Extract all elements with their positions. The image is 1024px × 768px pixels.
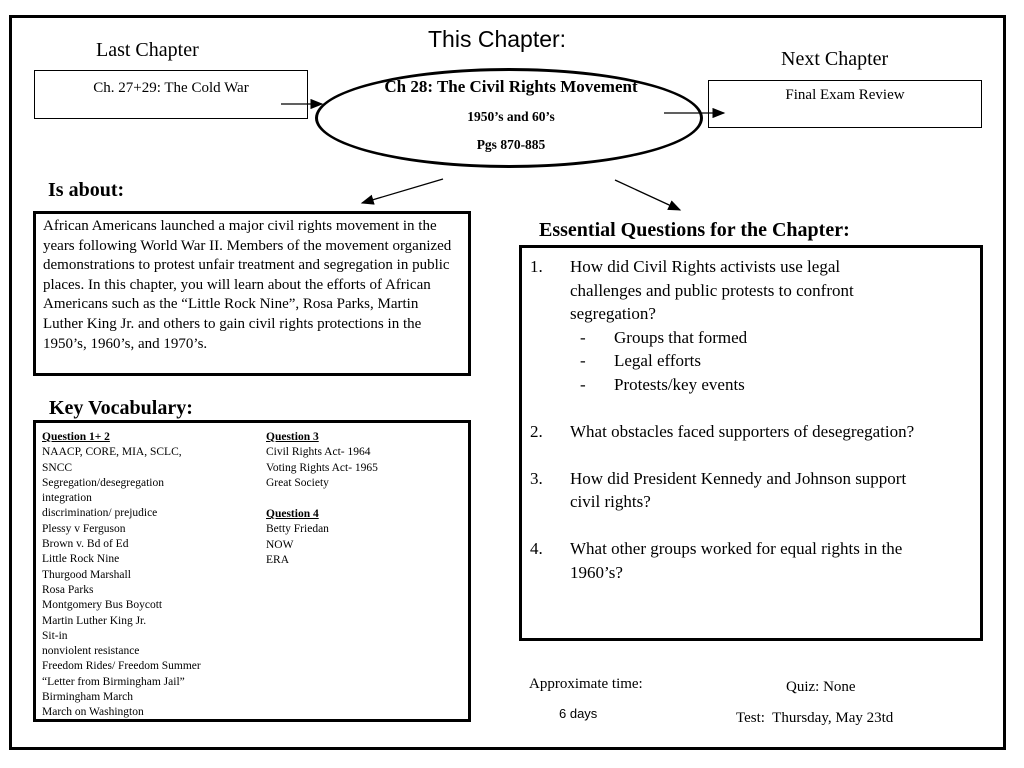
approximate-time-label: Approximate time: <box>529 676 643 692</box>
vocab-group-label-q4: Question 4 <box>266 508 319 521</box>
subitem-text: Legal efforts <box>614 351 702 370</box>
vocab-group-label-q1-2: Question 1+ 2 <box>42 431 110 443</box>
question-line: challenges and public protests to confront <box>570 280 854 300</box>
question-line: What obstacles faced supporters of desegregation? <box>570 421 915 441</box>
question-line: What other groups worked for equal rights in the <box>570 539 903 558</box>
question-item-2 <box>530 420 980 444</box>
last-chapter-heading: Last Chapter <box>96 39 199 61</box>
vocab-term: Birmingham March <box>42 691 134 704</box>
question-subitem <box>530 326 980 350</box>
question-line: How did President Kennedy and Johnson support <box>570 468 907 488</box>
quiz-info: Quiz: None <box>786 679 856 695</box>
vocab-term: nonviolent resistance <box>42 645 140 658</box>
vocab-group-label-q3: Question 3 <box>266 431 319 443</box>
vocab-term: integration <box>42 492 92 505</box>
vocab-term: Plessy v Ferguson <box>42 522 126 535</box>
dash-bullet: - <box>580 374 586 394</box>
vocab-term: Great Society <box>266 476 329 489</box>
vocab-term: Voting Rights Act- 1965 <box>266 461 378 474</box>
vocabulary-heading: Key Vocabulary: <box>49 397 193 419</box>
dash-bullet: - <box>580 351 586 370</box>
page-title: This Chapter: <box>428 26 567 52</box>
vocab-term: NAACP, CORE, MIA, SCLC, <box>42 446 182 459</box>
is-about-text: African Americans launched a major civil rights movement in the years following World War II. Members of the movement organized demonstrations to protest unfair treatment and segregation in public places. In this chapter, you will learn about the efforts of African Americans such as the “Little Rock Nine”, Rosa Parks, Martin Luther King Jr. and others to gain civil rights protections in the 1950’s, 1960’s, and 1970’s. <box>43 218 452 352</box>
vocab-term: NOW <box>266 538 294 551</box>
subitem-text: Protests/key events <box>614 374 745 394</box>
question-line: How did Civil Rights activists use legal <box>570 257 841 276</box>
question-subitem <box>530 349 980 373</box>
vocab-term: Martin Luther King Jr. <box>42 614 147 627</box>
is-about-heading: Is about: <box>48 179 125 201</box>
vocab-term: “Letter from Birmingham Jail” <box>42 675 185 688</box>
question-item-3 <box>530 467 980 514</box>
vocab-term: March on Washington <box>42 706 144 719</box>
question-number: 3. <box>530 468 543 488</box>
question-number: 2. <box>530 421 543 441</box>
this-chapter-name: Ch 28: The Civil Rights Movement <box>384 77 638 96</box>
vocab-term: Rosa Parks <box>42 583 94 596</box>
question-subitem <box>530 373 980 397</box>
is-about-box <box>33 211 471 376</box>
dash-bullet: - <box>580 327 586 347</box>
vocab-term: Betty Friedan <box>266 523 329 536</box>
approximate-time-value: 6 days <box>559 706 598 721</box>
subitem-text: Groups that formed <box>614 327 748 347</box>
question-line: 1960’s? <box>570 562 623 582</box>
vocab-term: Civil Rights Act- 1964 <box>266 446 371 459</box>
test-info: Test: Thursday, May 23td <box>736 710 894 726</box>
vocab-term: Sit-in <box>42 629 68 642</box>
vocab-term: discrimination/ prejudice <box>42 507 158 520</box>
arrow-to-is-about <box>362 179 443 203</box>
arrow-to-essential-questions <box>615 180 680 210</box>
essential-questions-list <box>530 255 980 584</box>
vocabulary-column-2 <box>266 430 461 568</box>
question-line: segregation? <box>570 304 656 323</box>
vocabulary-column-1 <box>42 430 257 721</box>
this-chapter-pages: Pgs 870-885 <box>476 137 546 152</box>
question-item-4 <box>530 537 980 584</box>
vocab-term: Brown v. Bd of Ed <box>42 538 129 551</box>
vocab-term: Little Rock Nine <box>42 553 120 566</box>
question-number: 1. <box>530 257 543 276</box>
vocab-term: Thurgood Marshall <box>42 568 131 581</box>
vocab-spacer <box>266 491 461 502</box>
essential-questions-heading: Essential Questions for the Chapter: <box>539 219 850 241</box>
question-number: 4. <box>530 539 543 558</box>
vocab-term: ERA <box>266 554 289 567</box>
next-chapter-name: Final Exam Review <box>785 87 905 103</box>
vocab-term: Freedom Rides/ Freedom Summer <box>42 660 201 673</box>
vocab-term: SNCC <box>42 461 73 474</box>
question-line: civil rights? <box>570 492 651 511</box>
vocab-term: Montgomery Bus Boycott <box>42 599 163 612</box>
this-chapter-years: 1950’s and 60’s <box>467 109 555 124</box>
next-chapter-heading: Next Chapter <box>781 48 889 70</box>
last-chapter-name: Ch. 27+29: The Cold War <box>93 80 249 96</box>
question-item-1 <box>530 255 980 326</box>
vocab-term: Segregation/desegregation <box>42 476 164 489</box>
